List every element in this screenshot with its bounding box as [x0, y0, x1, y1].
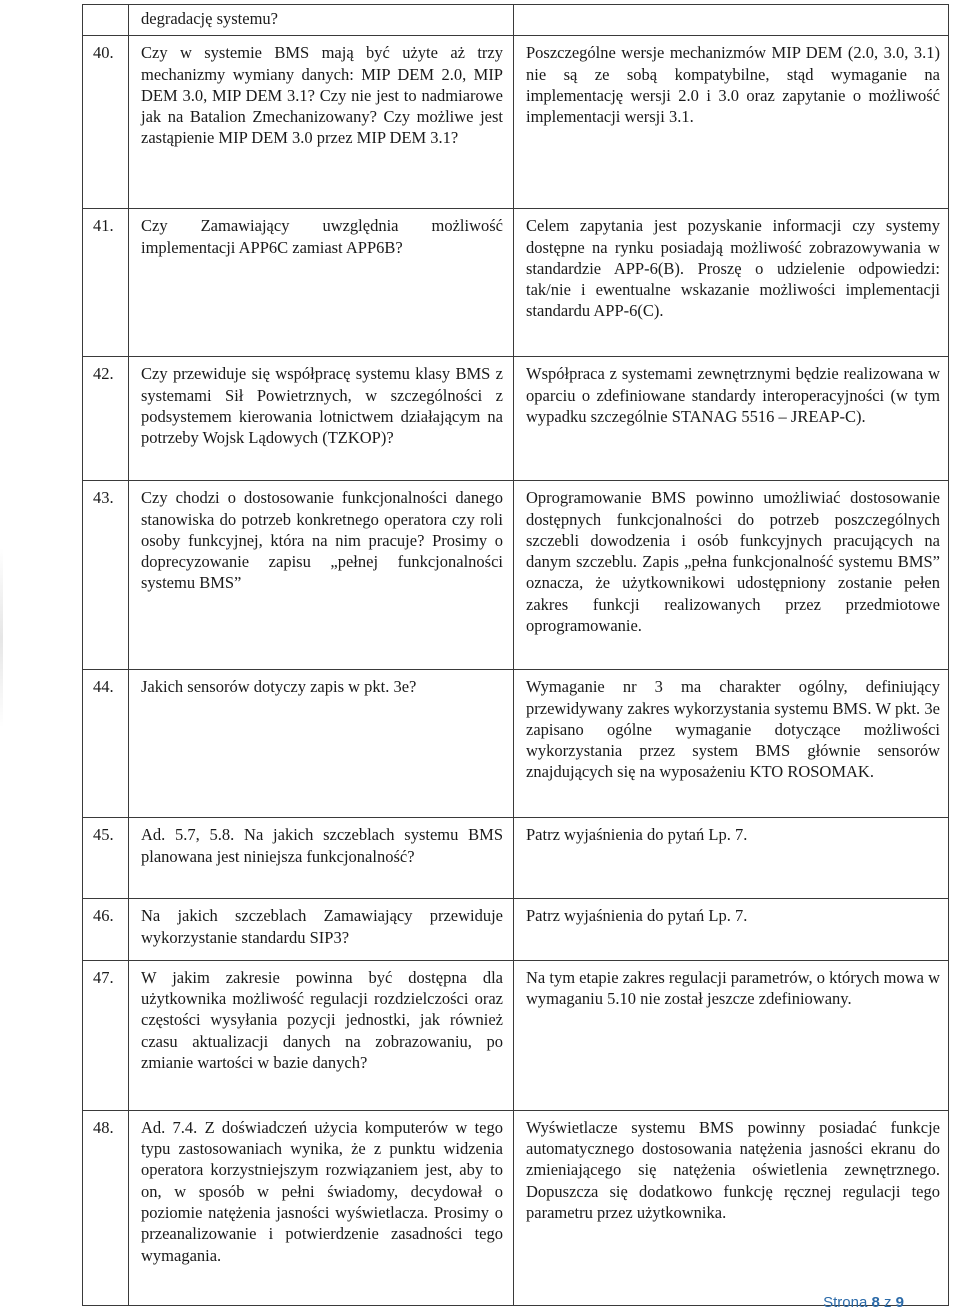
row-number: 44. — [83, 670, 129, 818]
table-row — [83, 5, 949, 36]
question-text: Czy chodzi o dostosowanie funkcjonalności danego stanowiska do potrzeb konkretnego operatora czy roli osoby funkcyjnej, która na nim pracuje? Prosimy o doprecyzowanie zapisu „pełnej funkcjonalności systemu BMS” — [141, 488, 503, 593]
footer-current-page: 8 — [871, 1294, 880, 1311]
question-text: W jakim zakresie powinna być dostępna dla użytkownika możliwość regulacji rozdzielczości oraz częstości wysyłania pozycji jednostki, jak również czasu aktualizacji danych na zobrazowaniu, po zmianie wartości w bazie danych? — [141, 967, 503, 1073]
row-number: 46. — [83, 899, 129, 961]
answer-cell — [514, 818, 949, 899]
answer-text: Patrz wyjaśnienia do pytań Lp. 7. — [526, 825, 748, 845]
question-text: Czy w systemie BMS mają być użyte aż trzy mechanizmy wymiany danych: MIP DEM 2.0, MIP DEM 3.0, MIP DEM 3.1? Czy nie jest to nadmiarowe jak na Batalion Zmechanizowany? Czy możliwe jest zastąpienie MIP DEM 3.0 przez MIP DEM 3.1? — [141, 43, 503, 148]
question-cell — [129, 481, 514, 670]
row-number: 48. — [83, 1110, 129, 1305]
row-number: 47. — [83, 960, 129, 1110]
table-row — [83, 960, 949, 1110]
table-row — [83, 357, 949, 481]
question-text: Ad. 7.4. Z doświadczeń użycia komputerów w tego typu zastosowaniach wynika, że z punktu widzenia operatora korzystniejszym rozwiązaniem jest, aby to on, w sposób w pełni świadomy, decydował o poziomie natężenia jasności wyświetlacza. Prosimy o przeanalizowanie i potwierdzenie zasadności tego wymagania. — [141, 1117, 503, 1265]
answer-text: Współpraca z systemami zewnętrznymi będzie realizowana w oparciu o zdefiniowane standardy interoperacyjności (w tym wypadku szczególnie STANAG 5516 – JREAP-C). — [526, 364, 940, 426]
question-cell — [129, 209, 514, 357]
answer-cell — [514, 481, 949, 670]
table-row — [83, 818, 949, 899]
question-text: Czy przewiduje się współpracę systemu klasy BMS z systemami Sił Powietrznych, w szczególności z podsystemem kierowania lotnictwem działającym na potrzeby Wojsk Lądowych (TZKOP)? — [141, 364, 503, 448]
answer-text: Wymaganie nr 3 ma charakter ogólny, definiujący przewidywany zakres wykorzystania systemu BMS. W pkt. 3e zapisano ogólne wymaganie dotyczące możliwości wykorzystania przez system BMS głównie sensorów znajdujących się na wyposażeniu KTO ROSOMAK. — [526, 677, 940, 782]
question-cell — [129, 899, 514, 961]
answer-text: Celem zapytania jest pozyskanie informacji czy systemy dostępne na rynku posiadają możliwość zobrazowywania w standardzie APP-6(B). Proszę o udzielenie odpowiedzi: tak/nie i ewentualne wskazanie możliwości implementacji standardu APP-6(C). — [526, 216, 940, 321]
answer-text: Na tym etapie zakres regulacji parametrów, o których mowa w wymaganiu 5.10 nie został jeszcze zdefiniowany. — [526, 967, 941, 1009]
answer-text: Poszczególne wersje mechanizmów MIP DEM (2.0, 3.0, 3.1) nie są ze sobą kompatybilne, stąd wymaganie na implementację wersji 2.0 i 3.0 oraz zapytanie o możliwość implementacji wersji 3.1. — [526, 43, 940, 127]
answer-text: Wyświetlacze systemu BMS powinny posiadać funkcje automatycznego dostosowania natężenia jasności ekranu do zmieniającego się natężenia oświetlenia zewnętrznego. Dopuszcza się dodatkowo funkcję ręcznej regulacji tego parametru przez użytkownika. — [526, 1117, 940, 1223]
answer-cell — [514, 357, 949, 481]
answer-cell — [514, 899, 949, 961]
footer-separator: z — [883, 1294, 892, 1311]
row-number: 41. — [83, 209, 129, 357]
table-row — [83, 670, 949, 818]
table-row — [83, 899, 949, 961]
question-cell — [129, 36, 514, 209]
table-row — [83, 481, 949, 670]
question-cell — [129, 1110, 514, 1305]
question-cell — [129, 357, 514, 481]
question-text: Czy Zamawiający uwzględnia możliwość implementacji APP6C zamiast APP6B? — [141, 216, 503, 257]
footer-page-label: Strona — [823, 1294, 868, 1311]
row-number — [83, 5, 129, 36]
row-number: 45. — [83, 818, 129, 899]
question-text: Na jakich szczeblach Zamawiający przewiduje wykorzystanie standardu SIP3? — [141, 906, 503, 947]
question-cell — [129, 818, 514, 899]
answer-cell — [514, 209, 949, 357]
question-cell — [129, 960, 514, 1110]
row-number: 40. — [83, 36, 129, 209]
question-cell — [129, 670, 514, 818]
question-text: Ad. 5.7, 5.8. Na jakich szczeblach systemu BMS planowana jest niniejsza funkcjonalność? — [141, 825, 503, 866]
answer-cell — [514, 960, 949, 1110]
table-row — [83, 209, 949, 357]
page-footer — [823, 1294, 904, 1311]
answer-cell — [514, 5, 949, 36]
question-cell — [129, 5, 514, 36]
answer-cell — [514, 36, 949, 209]
answer-cell — [514, 670, 949, 818]
footer-total-pages: 9 — [895, 1294, 904, 1311]
row-number: 42. — [83, 357, 129, 481]
answer-text: Patrz wyjaśnienia do pytań Lp. 7. — [526, 906, 748, 926]
row-number: 43. — [83, 481, 129, 670]
answer-text: Oprogramowanie BMS powinno umożliwiać dostosowanie dostępnych funkcjonalności do potrzeb poszczególnych szczebli dowodzenia i osób funkcyjnych pracujących na danym szczeblu. Zapis „pełna funkcjonalność systemu BMS” oznacza, że użytkownikowi udostępniony zostanie pełen zakres funkcji realizowanych przez przedmiotowe oprogramowanie. — [526, 488, 940, 636]
question-text: Jakich sensorów dotyczy zapis w pkt. 3e? — [141, 677, 417, 697]
questions-answers-table — [82, 4, 949, 1306]
answer-cell — [514, 1110, 949, 1305]
question-text: degradację systemu? — [141, 9, 278, 28]
table-row — [83, 36, 949, 209]
table-row — [83, 1110, 949, 1305]
scan-edge-shadow — [0, 548, 3, 728]
